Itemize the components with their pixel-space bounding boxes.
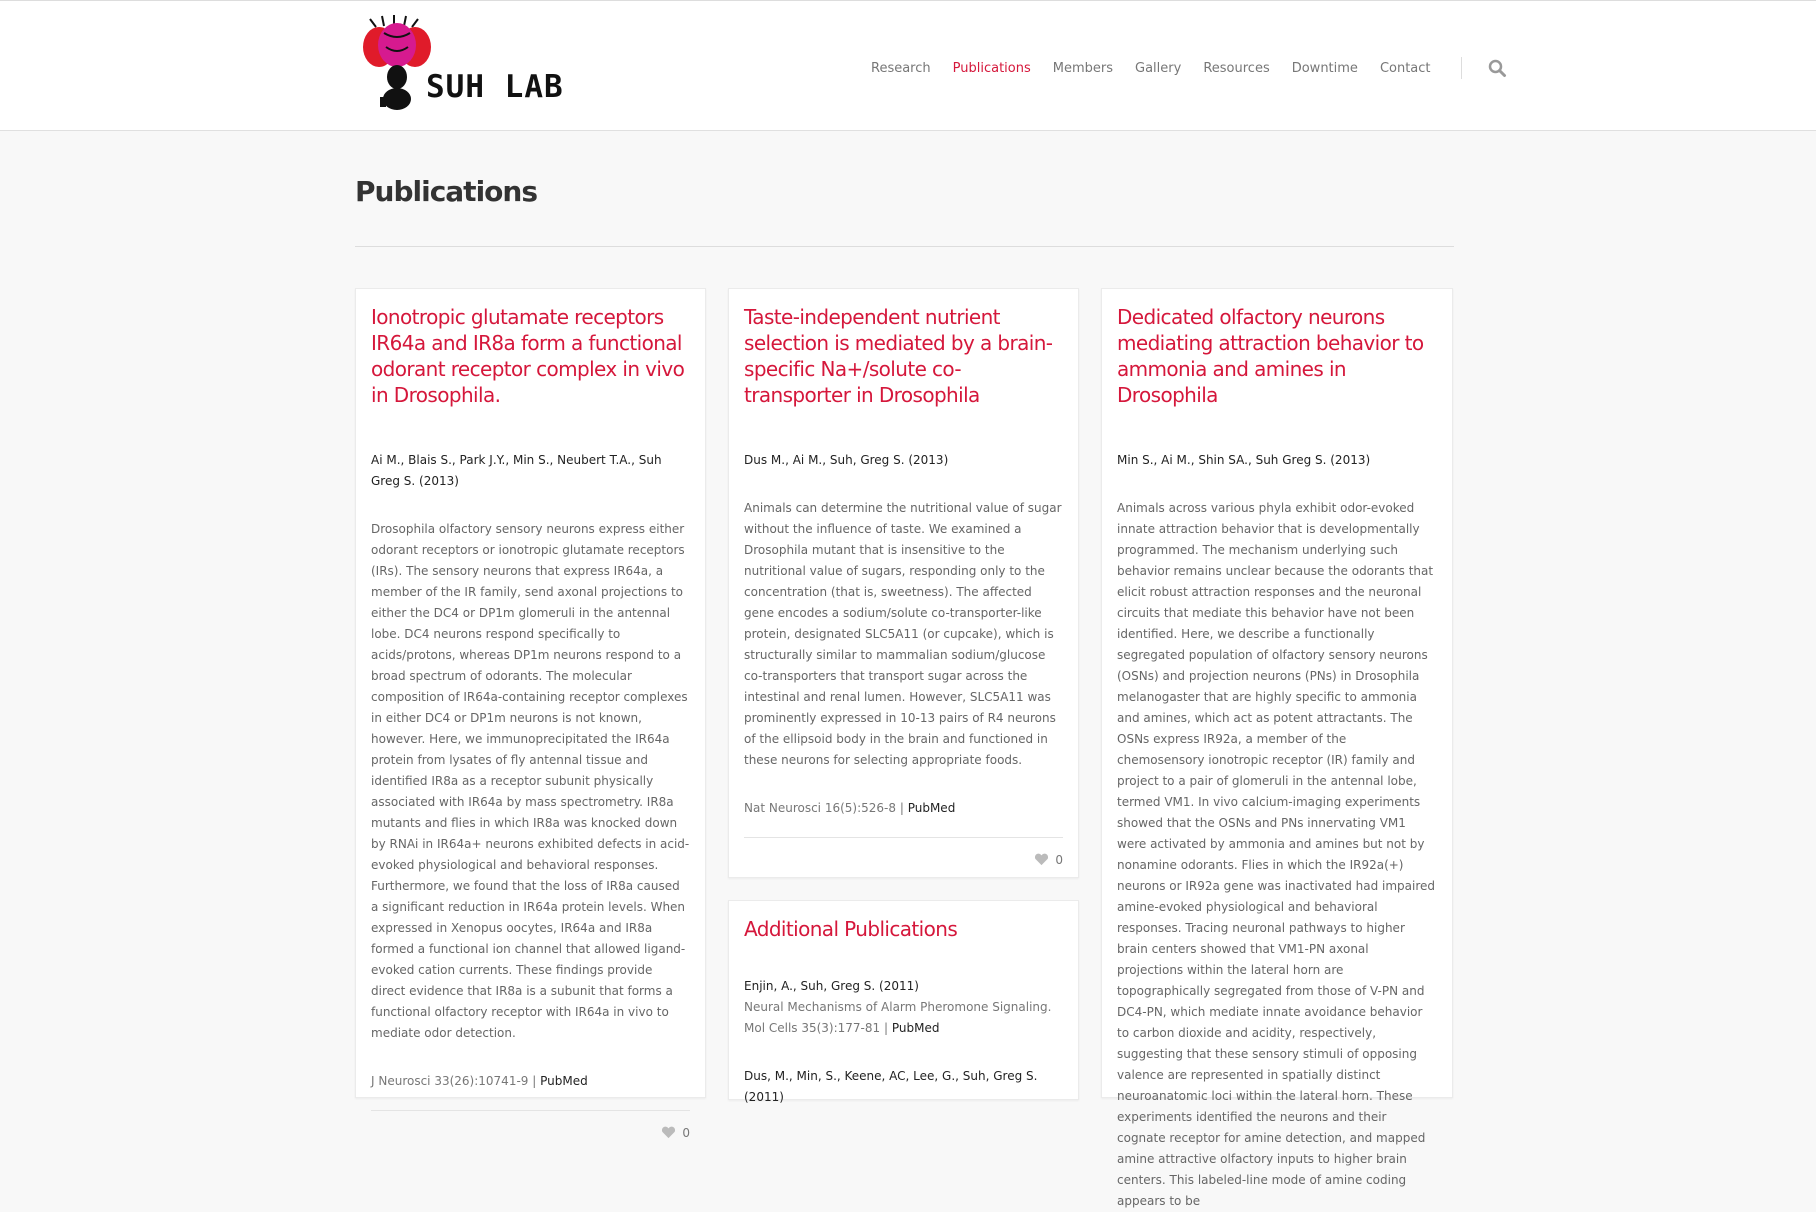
publication-title[interactable]: Dedicated olfactory neurons mediating attraction behavior to ammonia and amines in Drosophila [1117, 305, 1424, 407]
heart-icon[interactable] [1034, 853, 1049, 866]
nav-separator [1461, 57, 1462, 79]
publication-authors: Ai M., Blais S., Park J.Y., Min S., Neubert T.A., Suh Greg S. (2013) [371, 453, 662, 488]
nav-resources[interactable]: Resources [1203, 60, 1270, 76]
card-footer [744, 837, 1063, 881]
publication-authors: Min S., Ai M., Shin SA., Suh Greg S. (2013) [1117, 453, 1371, 467]
citation-text: J Neurosci 33(26):10741-9 | [371, 1074, 537, 1088]
pubmed-link[interactable]: PubMed [907, 801, 956, 815]
additional-publications-card [728, 900, 1079, 1104]
nav-research[interactable]: Research [871, 60, 931, 76]
publication-card [355, 288, 706, 1140]
publication-abstract: Animals across various phyla exhibit odor-evoked innate attraction behavior that is developmentally programmed. The mechanism underlying such behavior remains unclear because the odorants that elicit robust attraction responses and the neuronal circuits that mediate this behavior have not been identified. Here, we describe a functionally segregated population of olfactory sensory neurons (OSNs) and projection neurons (PNs) in Drosophila melanogaster that are highly specific to ammonia and amines, which act as potent attractants. The OSNs express IR92a, a member of the chemosensory ionotropic receptor (IR) family and project to a pair of glomeruli in the antennal lobe, termed VM1. In vivo calcium-imaging experiments showed that the OSNs and PNs innervating VM1 were activated by ammonia and amines but not by nonamine odorants. Flies in which the IR92a(+) neurons or IR92a gene was inactivated had impaired amine-evoked physiological and behavioral responses. Tracing neuronal pathways to higher brain centers showed that VM1-PN axonal projections within the lateral horn are topographically segregated from those of V-PN and DC4-PN, which mediate innate avoidance behavior to carbon dioxide and acidity, respectively, suggesting that these sensory stimuli of opposing valence are represented in spatially distinct neuroanatomic loci within the lateral horn. These experiments identified the neurons and their cognate receptor for amine detection, and mapped amine attractive olfactory inputs to higher brain centers. This labeled-line mode of amine coding appears to be [1117, 501, 1436, 1208]
citation-text: Nat Neurosci 16(5):526-8 | [744, 801, 904, 815]
pubmed-link[interactable]: PubMed [891, 1021, 940, 1035]
like-count: 0 [1055, 852, 1063, 867]
nav-gallery[interactable]: Gallery [1135, 60, 1182, 76]
nav-members[interactable]: Members [1052, 60, 1114, 76]
like-count: 0 [682, 1125, 690, 1140]
publication-authors: Dus, M., Min, S., Keene, AC, Lee, G., Suh, Greg S. (2011) [744, 1069, 1038, 1104]
publication-authors: Dus M., Ai M., Suh, Greg S. (2013) [744, 453, 949, 467]
pubmed-link[interactable]: PubMed [540, 1074, 588, 1088]
publication-card [1101, 288, 1453, 1208]
site-header [0, 1, 1816, 131]
publication-citation [371, 1071, 690, 1092]
publication-title[interactable]: Taste-independent nutrient selection is mediated by a brain-specific Na+/solute co-transporter in Drosophila [744, 305, 1053, 407]
heart-icon[interactable] [661, 1126, 676, 1139]
publication-citation [744, 1018, 1063, 1039]
publication-abstract: Drosophila olfactory sensory neurons express either odorant receptors or ionotropic glutamate receptors (IRs). The sensory neurons that express IR64a, a member of the IR family, send axonal projections to either the DC4 or DP1m glomeruli in the antennal lobe. DC4 neurons respond specifically to acids/protons, whereas DP1m neurons respond to a broad spectrum of odorants. The molecular composition of IR64a-containing receptor complexes in either DC4 or DP1m neurons is not known, however. Here, we immunoprecipitated the IR64a protein from lysates of fly antennal tissue and identified IR8a as a receptor subunit physically associated with IR64a by mass spectrometry. IR8a mutants and flies in which IR8a was knocked down by RNAi in IR64a+ neurons exhibited defects in acid-evoked physiological and behavioral responses. Furthermore, we found that the loss of IR8a caused a significant reduction in IR64a protein levels. When expressed in Xenopus oocytes, IR64a and IR8a formed a functional ion channel that allowed ligand-evoked cation currents. These findings provide direct evidence that IR8a is a subunit that forms a functional olfactory receptor with IR64a in vivo to mediate odor detection. [371, 522, 690, 1040]
publication-citation [744, 798, 1063, 819]
nav-publications[interactable]: Publications [952, 60, 1031, 76]
publication-title[interactable]: Ionotropic glutamate receptors IR64a and IR8a form a functional odorant receptor complex in vivo in Drosophila. [371, 305, 685, 407]
publication-abstract: Animals can determine the nutritional value of sugar without the influence of taste. We examined a Drosophila mutant that is insensitive to the nutritional value of sugars, responding only to the concentration (that is, sweetness). The affected gene encodes a sodium/solute co-transporter-like protein, designated SLC5A11 (or cupcake), which is structurally similar to mammalian sodium/glucose co-transporters that transport sugar across the intestinal and renal lumen. However, SLC5A11 was prominently expressed in 10-13 pairs of R4 neurons of the ellipsoid body in the brain and functioned in these neurons for selecting appropriate foods. [744, 501, 1062, 767]
logo-text: SUH LAB [426, 69, 564, 105]
suh-lab-logo[interactable] [360, 13, 565, 113]
title-divider [355, 246, 1454, 247]
card-footer [371, 1110, 690, 1154]
publication-card [728, 288, 1079, 878]
publication-description: Neural Mechanisms of Alarm Pheromone Signaling. [744, 1000, 1052, 1014]
nav-contact[interactable]: Contact [1379, 60, 1431, 76]
additional-publications-title: Additional Publications [744, 917, 958, 941]
search-icon[interactable] [1488, 59, 1506, 77]
nav-downtime[interactable]: Downtime [1291, 60, 1358, 76]
page-title: Publications [355, 175, 538, 208]
main-nav [871, 57, 1506, 79]
publication-authors: Enjin, A., Suh, Greg S. (2011) [744, 979, 919, 993]
citation-text: Mol Cells 35(3):177-81 | [744, 1021, 889, 1035]
